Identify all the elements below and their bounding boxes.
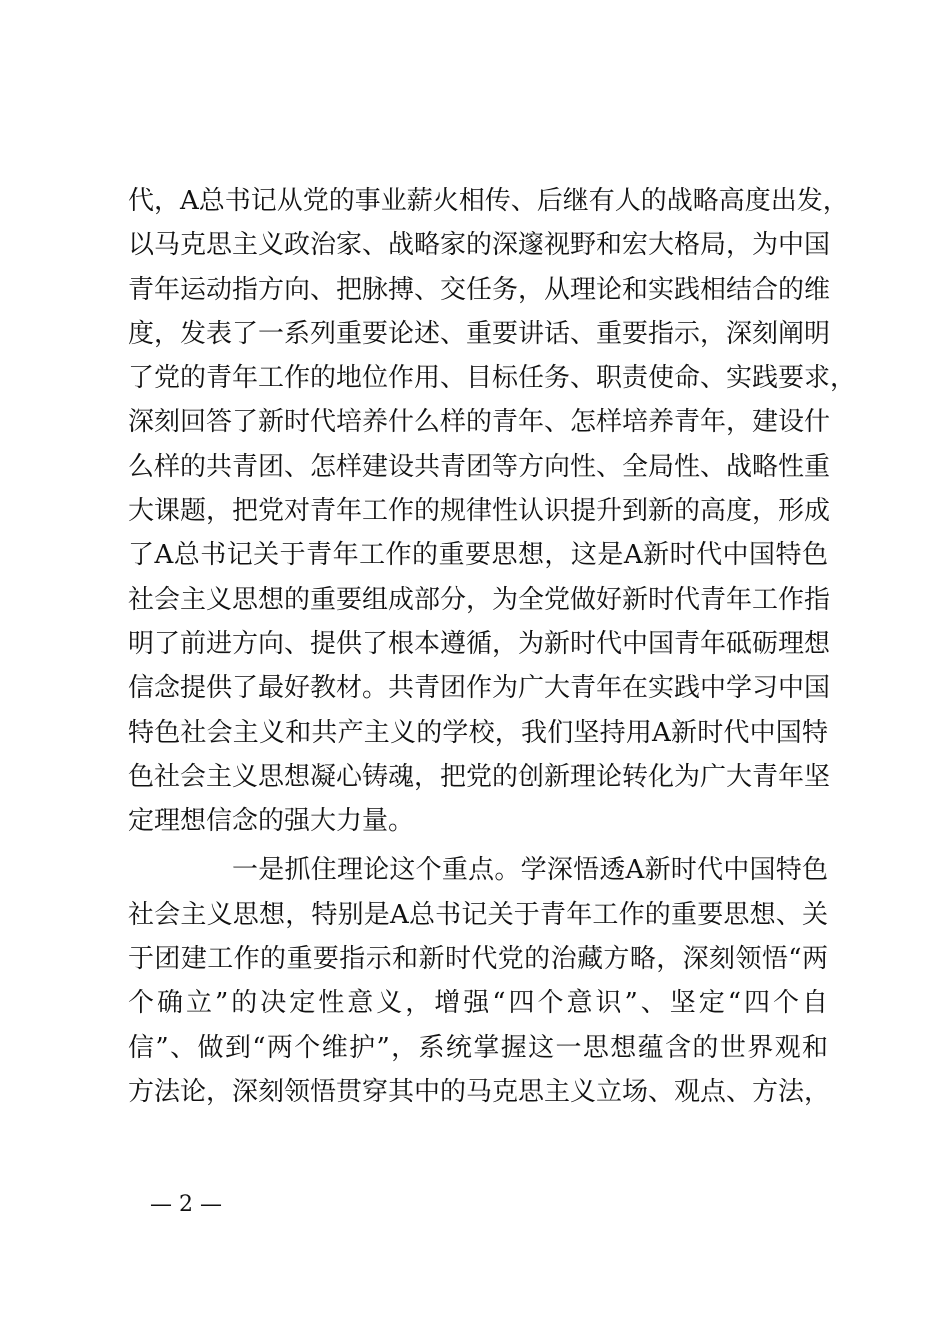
text-line: 社会主义思想的重要组成部分，为全党做好新时代青年工作指	[128, 584, 831, 615]
text-line: 信念提供了最好教材。共青团作为广大青年在实践中学习中国	[128, 673, 831, 704]
text-line: 以马克思主义政治家、战略家的深邃视野和宏大格局，为中国	[128, 230, 831, 261]
text-line: 个确立”的决定性意义，增强“四个意识”、坚定“四个自	[128, 988, 828, 1019]
text-line: 度，发表了一系列重要论述、重要讲话、重要指示，深刻阐明	[128, 318, 831, 349]
paragraph-2	[128, 848, 831, 1114]
text-line: 社会主义思想，特别是A总书记关于青年工作的重要思想、关	[128, 899, 828, 930]
text-line: 特色社会主义和共产主义的学校，我们坚持用A新时代中国特	[128, 717, 828, 748]
text-line: 青年运动指方向、把脉搏、交任务，从理论和实践相结合的维	[128, 274, 831, 305]
text-line: 明了前进方向、提供了根本遵循，为新时代中国青年砥砺理想	[128, 628, 831, 659]
text-line: 于团建工作的重要指示和新时代党的治藏方略，深刻领悟“两	[128, 944, 828, 975]
text-line: 一是抓住理论这个重点。学深悟透A新时代中国特色	[232, 855, 828, 886]
paragraph-1	[128, 179, 857, 843]
text-line: 了党的青年工作的地位作用、目标任务、职责使命、实践要求，	[128, 363, 857, 394]
text-line: 色社会主义思想凝心铸魂，把党的创新理论转化为广大青年坚	[128, 761, 831, 792]
text-line: 深刻回答了新时代培养什么样的青年、怎样培养青年，建设什	[128, 407, 831, 438]
text-line: 定理想信念的强大力量。	[128, 806, 415, 837]
text-line: 代，A总书记从党的事业薪火相传、后继有人的战略高度出发，	[128, 186, 849, 216]
text-line: 么样的共青团、怎样建设共青团等方向性、全局性、战略性重	[128, 451, 831, 482]
text-line: 大课题，把党对青年工作的规律性认识提升到新的高度，形成	[128, 496, 831, 527]
document-body	[128, 179, 857, 1114]
page-number: — 2 —	[150, 1192, 222, 1217]
text-line: 了A总书记关于青年工作的重要思想，这是A新时代中国特色	[128, 540, 828, 571]
text-line: 信”、做到“两个维护”，系统掌握这一思想蕴含的世界观和	[128, 1032, 828, 1063]
text-line: 方法论，深刻领悟贯穿其中的马克思主义立场、观点、方法，	[128, 1076, 831, 1107]
